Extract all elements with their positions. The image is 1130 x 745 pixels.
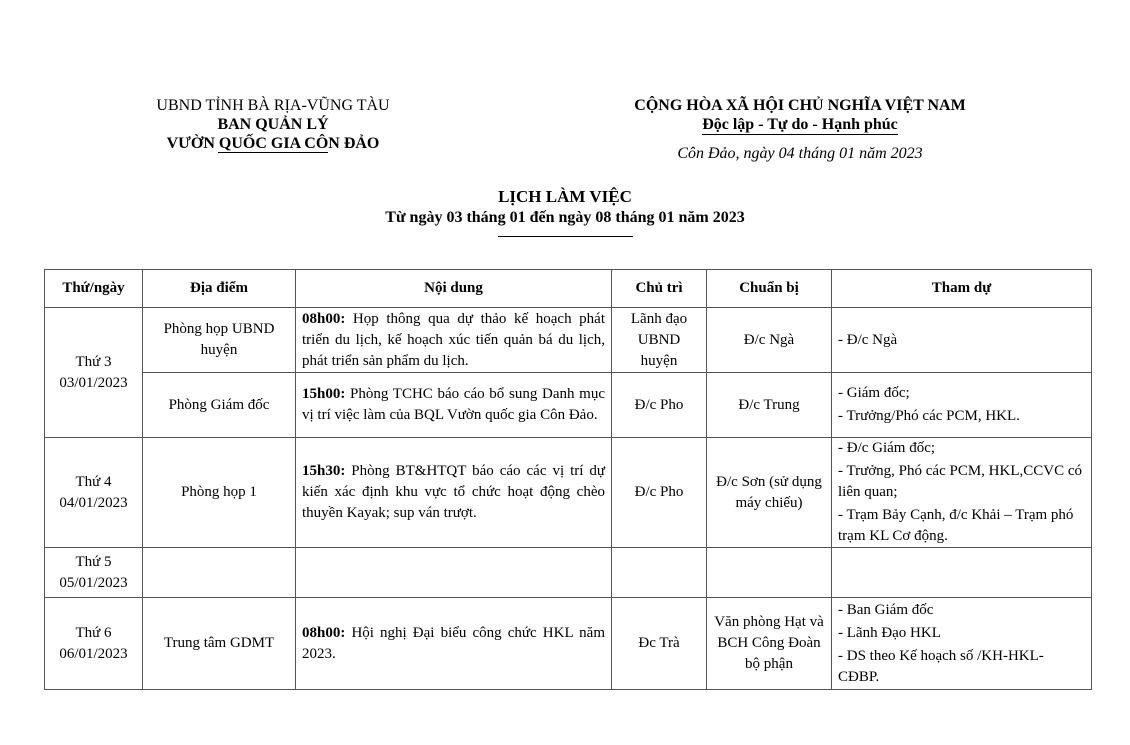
column-header: Địa điểm [143,270,296,308]
national-header [590,96,1010,163]
time-label: 08h00: [302,310,346,327]
location-cell: Phòng Giám đốc [143,373,296,438]
schedule-table [44,269,1092,690]
prepare-cell: Đ/c Trung [707,373,832,438]
day-name: Thứ 3 [75,353,112,370]
day-date: 03/01/2023 [59,374,128,391]
content-text: Phòng TCHC báo cáo bổ sung Danh mục vị trí việc làm của BQL Vườn quốc gia Côn Đảo. [302,386,605,423]
location-cell: Phòng họp UBND huyện [143,308,296,373]
time-label: 15h30: [302,463,346,479]
agency-line-3: VƯỜN QUỐC GIA CÔN ĐẢO [166,135,380,152]
content-cell [296,598,612,690]
title-subtitle: Từ ngày 03 tháng 01 đến ngày 08 tháng 01 năm 2023 [385,209,745,226]
attendee-line: - Đ/c Ngà [838,331,898,348]
day-name: Thứ 4 [75,473,112,490]
time-label: 08h00: [302,624,346,641]
column-header: Tham dự [832,270,1092,308]
nation-name: CỘNG HÒA XÃ HỘI CHỦ NGHĨA VIỆT NAM [634,97,966,114]
title-main: LỊCH LÀM VIỆC [498,187,632,206]
content-cell [296,373,612,438]
attendees-cell [832,373,1092,438]
day-cell [45,308,143,438]
attendees-cell [832,438,1092,548]
attendees-cell [832,308,1092,373]
prepare-cell [707,548,832,598]
title-underline [498,236,633,237]
table-header-row [45,270,1092,308]
column-header: Nội dung [296,270,612,308]
table-row [45,373,1092,438]
day-date: 06/01/2023 [59,645,128,662]
attendee-line: - Ban Giám đốc [838,601,934,618]
attendee-line: - Giám đốc; [838,385,910,401]
time-label: 15h00: [302,386,346,402]
national-motto: Độc lập - Tự do - Hạnh phúc [702,116,898,133]
agency-line-1: UBND TỈNH BÀ RỊA-VŨNG TÀU [156,97,390,114]
location-cell [143,548,296,598]
prepare-cell: Đ/c Sơn (sử dụng máy chiếu) [707,438,832,548]
agency-line-2: BAN QUẢN LÝ [217,116,329,133]
place-date: Côn Đảo, ngày 04 tháng 01 năm 2023 [677,145,923,162]
column-header: Chuẩn bị [707,270,832,308]
content-cell [296,308,612,373]
day-cell [45,548,143,598]
day-name: Thứ 6 [75,624,112,641]
chair-cell: Lãnh đạo UBND huyện [612,308,707,373]
content-text: Phòng BT&HTQT báo cáo các vị trí dự kiến xác định khu vực tổ chức hoạt động chèo thuyền Kayak; sup ván trượt. [302,463,605,521]
day-name: Thứ 5 [75,553,112,570]
location-cell: Phòng họp 1 [143,438,296,548]
day-date: 04/01/2023 [59,494,128,511]
day-cell [45,598,143,690]
attendee-line: - DS theo Kế hoạch số /KH-HKL-CĐBP. [838,647,1044,685]
content-cell [296,438,612,548]
table-row [45,438,1092,548]
content-cell [296,548,612,598]
table-row [45,598,1092,690]
attendee-line: - Đ/c Giám đốc; [838,440,936,456]
column-header: Thứ/ngày [45,270,143,308]
chair-cell: Đc Trà [612,598,707,690]
document-title [0,186,1130,237]
attendee-line: - Lãnh Đạo HKL [838,624,941,641]
attendee-line: - Trưởng/Phó các PCM, HKL. [838,408,1020,424]
chair-cell [612,548,707,598]
content-text: Họp thông qua dự thảo kế hoạch phát triển du lịch, kế hoạch xúc tiến quản bá du lịch, phát triển sản phẩm du lịch. [302,310,605,369]
location-cell: Trung tâm GDMT [143,598,296,690]
agency-underline [218,152,328,153]
table-row [45,308,1092,373]
day-date: 05/01/2023 [59,574,128,591]
attendees-cell [832,598,1092,690]
attendees-cell [832,548,1092,598]
prepare-cell: Đ/c Ngà [707,308,832,373]
chair-cell: Đ/c Pho [612,438,707,548]
table-row [45,548,1092,598]
chair-cell: Đ/c Pho [612,373,707,438]
attendee-line: - Trưởng, Phó các PCM, HKL,CCVC có liên quan; [838,463,1082,500]
agency-header [118,96,428,154]
content-text: Hội nghị Đại biểu công chức HKL năm 2023. [302,624,605,662]
prepare-cell: Văn phòng Hạt và BCH Công Đoàn bộ phận [707,598,832,690]
attendee-line: - Trạm Bảy Cạnh, đ/c Khải – Trạm phó trạm KL Cơ động. [838,507,1074,544]
day-cell [45,438,143,548]
column-header: Chủ trì [612,270,707,308]
